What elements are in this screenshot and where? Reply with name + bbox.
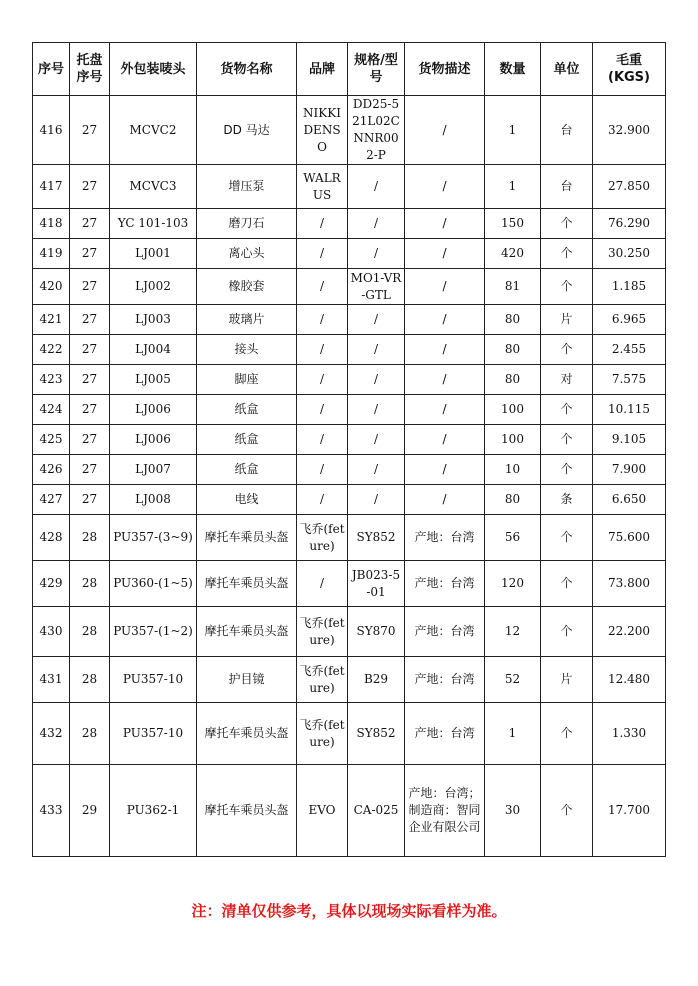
cell-name: 磨刀石	[197, 209, 297, 239]
cell-weight: 6.965	[593, 305, 666, 335]
cell-seq: 427	[33, 485, 70, 515]
cell-unit: 片	[541, 305, 593, 335]
cell-mark: LJ002	[110, 269, 197, 305]
cell-unit: 个	[541, 515, 593, 561]
cell-pallet: 27	[70, 425, 110, 455]
cell-qty: 1	[485, 703, 541, 765]
table-row	[33, 455, 666, 485]
cell-spec: /	[348, 165, 405, 209]
cell-qty: 120	[485, 561, 541, 607]
cell-desc: 产地：台湾；制造商：智同企业有限公司	[405, 765, 485, 857]
cell-qty: 1	[485, 165, 541, 209]
cell-qty: 80	[485, 335, 541, 365]
cell-seq: 424	[33, 395, 70, 425]
cell-mark: PU357-(3~9)	[110, 515, 197, 561]
cell-qty: 80	[485, 365, 541, 395]
cell-weight: 1.330	[593, 703, 666, 765]
cell-qty: 80	[485, 485, 541, 515]
cell-weight: 9.105	[593, 425, 666, 455]
cell-seq: 432	[33, 703, 70, 765]
cell-desc: /	[405, 239, 485, 269]
cell-spec: /	[348, 305, 405, 335]
table-row	[33, 515, 666, 561]
header-weight-line1: 毛重	[615, 53, 642, 68]
cell-name: 纸盒	[197, 425, 297, 455]
cell-name: 摩托车乘员头盔	[197, 765, 297, 857]
cell-desc: /	[405, 269, 485, 305]
header-spec: 规格/型号	[348, 43, 405, 96]
table-row	[33, 765, 666, 857]
cell-desc: /	[405, 395, 485, 425]
cell-brand: /	[297, 395, 348, 425]
cell-qty: 56	[485, 515, 541, 561]
cell-brand: /	[297, 305, 348, 335]
cell-desc: /	[405, 165, 485, 209]
cell-name: 脚座	[197, 365, 297, 395]
table-row	[33, 365, 666, 395]
cell-weight: 75.600	[593, 515, 666, 561]
cell-spec: /	[348, 455, 405, 485]
cell-name: DD 马达	[197, 96, 297, 165]
cell-weight: 27.850	[593, 165, 666, 209]
cell-brand: 飞乔(feture)	[297, 657, 348, 703]
cell-spec: B29	[348, 657, 405, 703]
cell-pallet: 29	[70, 765, 110, 857]
cell-mark: MCVC2	[110, 96, 197, 165]
table-row	[33, 657, 666, 703]
cell-qty: 80	[485, 305, 541, 335]
cell-spec: /	[348, 365, 405, 395]
cell-mark: LJ006	[110, 395, 197, 425]
cell-qty: 30	[485, 765, 541, 857]
cell-pallet: 27	[70, 335, 110, 365]
cell-desc: /	[405, 455, 485, 485]
cell-seq: 429	[33, 561, 70, 607]
cell-seq: 428	[33, 515, 70, 561]
cell-qty: 12	[485, 607, 541, 657]
cell-spec: /	[348, 239, 405, 269]
cell-spec: SY852	[348, 515, 405, 561]
cell-mark: YC 101-103	[110, 209, 197, 239]
cell-brand: WALRUS	[297, 165, 348, 209]
cell-desc: /	[405, 425, 485, 455]
cell-unit: 台	[541, 96, 593, 165]
cell-pallet: 27	[70, 455, 110, 485]
table-row	[33, 425, 666, 455]
cell-brand: /	[297, 209, 348, 239]
cell-weight: 17.700	[593, 765, 666, 857]
cell-qty: 52	[485, 657, 541, 703]
cell-brand: /	[297, 365, 348, 395]
cell-spec: DD25-521L02CNNR002-P	[348, 96, 405, 165]
cell-pallet: 28	[70, 561, 110, 607]
cell-seq: 417	[33, 165, 70, 209]
table-row	[33, 703, 666, 765]
cell-name: 摩托车乘员头盔	[197, 515, 297, 561]
cell-desc: /	[405, 209, 485, 239]
cell-mark: LJ008	[110, 485, 197, 515]
cell-unit: 个	[541, 269, 593, 305]
cell-pallet: 27	[70, 269, 110, 305]
cell-mark: LJ007	[110, 455, 197, 485]
cell-seq: 426	[33, 455, 70, 485]
header-unit: 单位	[541, 43, 593, 96]
cell-brand: /	[297, 485, 348, 515]
cell-weight: 7.575	[593, 365, 666, 395]
cell-seq: 421	[33, 305, 70, 335]
cell-spec: /	[348, 395, 405, 425]
cell-mark: LJ001	[110, 239, 197, 269]
cell-desc: /	[405, 485, 485, 515]
cell-pallet: 27	[70, 209, 110, 239]
cell-name: 接头	[197, 335, 297, 365]
table-row	[33, 395, 666, 425]
cell-qty: 100	[485, 425, 541, 455]
cell-seq: 423	[33, 365, 70, 395]
table-row	[33, 335, 666, 365]
cell-unit: 个	[541, 561, 593, 607]
cell-unit: 个	[541, 209, 593, 239]
cell-mark: LJ004	[110, 335, 197, 365]
cell-desc: /	[405, 335, 485, 365]
cell-pallet: 27	[70, 305, 110, 335]
cell-unit: 个	[541, 703, 593, 765]
table-row	[33, 561, 666, 607]
cell-unit: 个	[541, 425, 593, 455]
cell-pallet: 27	[70, 485, 110, 515]
cell-seq: 425	[33, 425, 70, 455]
cell-weight: 32.900	[593, 96, 666, 165]
cell-pallet: 27	[70, 365, 110, 395]
cell-pallet: 28	[70, 607, 110, 657]
cell-name: 摩托车乘员头盔	[197, 703, 297, 765]
cell-name: 离心头	[197, 239, 297, 269]
cell-pallet: 27	[70, 395, 110, 425]
cell-mark: PU357-10	[110, 657, 197, 703]
table-row	[33, 209, 666, 239]
table-row	[33, 305, 666, 335]
cell-name: 摩托车乘员头盔	[197, 607, 297, 657]
cell-seq: 416	[33, 96, 70, 165]
cell-seq: 430	[33, 607, 70, 657]
cell-weight: 12.480	[593, 657, 666, 703]
table-header-row	[33, 43, 666, 96]
cell-mark: LJ003	[110, 305, 197, 335]
cell-brand: /	[297, 335, 348, 365]
cell-unit: 个	[541, 239, 593, 269]
cell-desc: /	[405, 305, 485, 335]
cell-mark: PU357-(1~2)	[110, 607, 197, 657]
cell-brand: 飞乔(feture)	[297, 515, 348, 561]
cell-spec: CA-025	[348, 765, 405, 857]
cell-name: 摩托车乘员头盔	[197, 561, 297, 607]
cell-pallet: 28	[70, 657, 110, 703]
cell-name: 纸盒	[197, 395, 297, 425]
cell-unit: 个	[541, 335, 593, 365]
header-weight-line2: (KGS)	[608, 70, 650, 85]
cell-spec: JB023-5-01	[348, 561, 405, 607]
cell-brand: 飞乔(feture)	[297, 703, 348, 765]
cell-weight: 22.200	[593, 607, 666, 657]
cell-mark: PU357-10	[110, 703, 197, 765]
header-seq: 序号	[33, 43, 70, 96]
cell-unit: 片	[541, 657, 593, 703]
cell-unit: 个	[541, 395, 593, 425]
table-row	[33, 239, 666, 269]
cell-desc: /	[405, 96, 485, 165]
cell-qty: 1	[485, 96, 541, 165]
cell-pallet: 28	[70, 515, 110, 561]
cell-unit: 个	[541, 765, 593, 857]
cell-name: 玻璃片	[197, 305, 297, 335]
cell-seq: 431	[33, 657, 70, 703]
cell-weight: 6.650	[593, 485, 666, 515]
cell-mark: LJ006	[110, 425, 197, 455]
header-weight	[593, 43, 666, 96]
cell-desc: 产地：台湾	[405, 607, 485, 657]
cell-weight: 2.455	[593, 335, 666, 365]
table-row	[33, 607, 666, 657]
header-brand: 品牌	[297, 43, 348, 96]
header-name: 货物名称	[197, 43, 297, 96]
cell-pallet: 27	[70, 96, 110, 165]
cell-weight: 7.900	[593, 455, 666, 485]
cell-spec: MO1-VR-GTL	[348, 269, 405, 305]
cell-weight: 10.115	[593, 395, 666, 425]
cell-desc: 产地：台湾	[405, 703, 485, 765]
cell-name: 纸盒	[197, 455, 297, 485]
cell-seq: 419	[33, 239, 70, 269]
cell-weight: 1.185	[593, 269, 666, 305]
cell-mark: PU362-1	[110, 765, 197, 857]
footnote: 注：清单仅供参考，具体以现场实际看样为准。	[191, 902, 507, 920]
cell-spec: /	[348, 335, 405, 365]
cell-spec: /	[348, 209, 405, 239]
cell-pallet: 27	[70, 165, 110, 209]
cell-unit: 对	[541, 365, 593, 395]
cell-unit: 个	[541, 455, 593, 485]
table-row	[33, 165, 666, 209]
cell-qty: 81	[485, 269, 541, 305]
header-desc: 货物描述	[405, 43, 485, 96]
cell-name: 增压泵	[197, 165, 297, 209]
cell-brand: /	[297, 561, 348, 607]
cell-unit: 个	[541, 607, 593, 657]
cell-name: 电线	[197, 485, 297, 515]
cell-spec: /	[348, 485, 405, 515]
cell-seq: 433	[33, 765, 70, 857]
cell-desc: 产地：台湾	[405, 657, 485, 703]
cell-qty: 100	[485, 395, 541, 425]
cell-brand: 飞乔(feture)	[297, 607, 348, 657]
cell-desc: 产地：台湾	[405, 561, 485, 607]
header-qty: 数量	[485, 43, 541, 96]
cell-qty: 150	[485, 209, 541, 239]
cell-mark: MCVC3	[110, 165, 197, 209]
cell-seq: 418	[33, 209, 70, 239]
header-pallet: 托盘序号	[70, 43, 110, 96]
cell-name: 护目镜	[197, 657, 297, 703]
table-row	[33, 269, 666, 305]
cell-seq: 422	[33, 335, 70, 365]
cell-spec: /	[348, 425, 405, 455]
table-row	[33, 96, 666, 165]
cell-spec: SY852	[348, 703, 405, 765]
cell-desc: /	[405, 365, 485, 395]
cell-pallet: 28	[70, 703, 110, 765]
cell-brand: /	[297, 269, 348, 305]
cell-brand: /	[297, 425, 348, 455]
header-mark: 外包装唛头	[110, 43, 197, 96]
cell-weight: 30.250	[593, 239, 666, 269]
table-body	[33, 96, 666, 857]
cell-name: 橡胶套	[197, 269, 297, 305]
cell-weight: 76.290	[593, 209, 666, 239]
cell-seq: 420	[33, 269, 70, 305]
cell-brand: /	[297, 455, 348, 485]
cell-spec: SY870	[348, 607, 405, 657]
cell-qty: 10	[485, 455, 541, 485]
cell-brand: NIKKI DENSO	[297, 96, 348, 165]
table-row	[33, 485, 666, 515]
cell-weight: 73.800	[593, 561, 666, 607]
cell-qty: 420	[485, 239, 541, 269]
cell-pallet: 27	[70, 239, 110, 269]
cell-brand: /	[297, 239, 348, 269]
goods-list-table	[32, 42, 666, 857]
cell-unit: 条	[541, 485, 593, 515]
cell-unit: 台	[541, 165, 593, 209]
cell-brand: EVO	[297, 765, 348, 857]
cell-mark: LJ005	[110, 365, 197, 395]
cell-desc: 产地：台湾	[405, 515, 485, 561]
cell-mark: PU360-(1~5)	[110, 561, 197, 607]
